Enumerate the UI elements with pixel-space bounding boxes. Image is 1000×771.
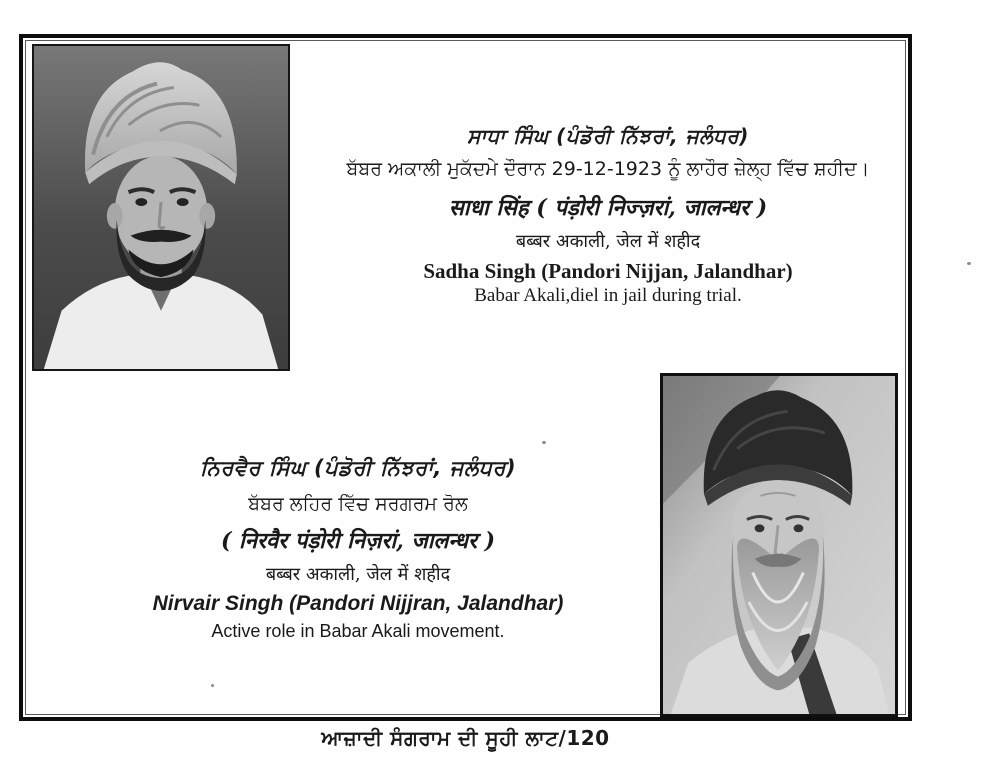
hindi-detail-line: बब्बर अकाली, जेल में शहीद <box>265 564 451 585</box>
caption-sadha-singh <box>308 124 908 307</box>
sadha-singh-portrait-illustration <box>34 46 288 369</box>
english-detail-line: Active role in Babar Akali movement. <box>211 621 505 641</box>
scan-speck <box>542 441 546 444</box>
hindi-name-line: साधा सिंह ( पंड़ोरी निज्ज़रां, जालन्धर ) <box>448 195 768 221</box>
caption-nirvair-singh <box>58 456 658 642</box>
punjabi-detail-line: ਬੱਬਰ ਅਕਾਲੀ ਮੁਕੱਦਮੇ ਦੌਰਾਨ 29-12-1923 ਨੂੰ ਲਾਹੌਰ ਜ਼ੇਲ੍ਹ ਵਿੱਚ ਸ਼ਹੀਦ। <box>346 158 870 180</box>
punjabi-detail-line: ਬੱਬਰ ਲਹਿਰ ਵਿੱਚ ਸਰਗਰਮ ਰੋਲ <box>248 493 468 515</box>
punjabi-name-line: ਸਾਧਾ ਸਿੰਘ (ਪੰਡੋਰੀ ਨਿੱਝਰਾਂ, ਜਲੰਧਰ) <box>467 124 749 148</box>
nirvair-singh-portrait-illustration <box>663 376 895 714</box>
hindi-name-line: ( निरवैर पंड़ोरी निज़रां, जालन्धर ) <box>220 528 496 554</box>
scan-speck <box>967 262 971 265</box>
page-footer-title: ਆਜ਼ਾਦੀ ਸੰਗਰਾਮ ਦੀ ਸੂਹੀ ਲਾਟ/120 <box>321 726 610 750</box>
punjabi-name-line: ਨਿਰਵੈਰ ਸਿੰਘ (ਪੰਡੋਰੀ ਨਿੱਝਰਾਂ, ਜਲੰਧਰ) <box>199 456 517 480</box>
english-detail-line: Babar Akali,diel in jail during trial. <box>474 285 742 306</box>
photo-nirvair-singh <box>660 373 898 717</box>
photo-sadha-singh <box>32 44 290 371</box>
english-name-line: Nirvair Singh (Pandori Nijjran, Jalandhar) <box>152 592 564 615</box>
english-name-line: Sadha Singh (Pandori Nijjan, Jalandhar) <box>423 259 793 283</box>
scan-speck <box>211 684 214 687</box>
hindi-detail-line: बब्बर अकाली, जेल में शहीद <box>515 231 701 252</box>
